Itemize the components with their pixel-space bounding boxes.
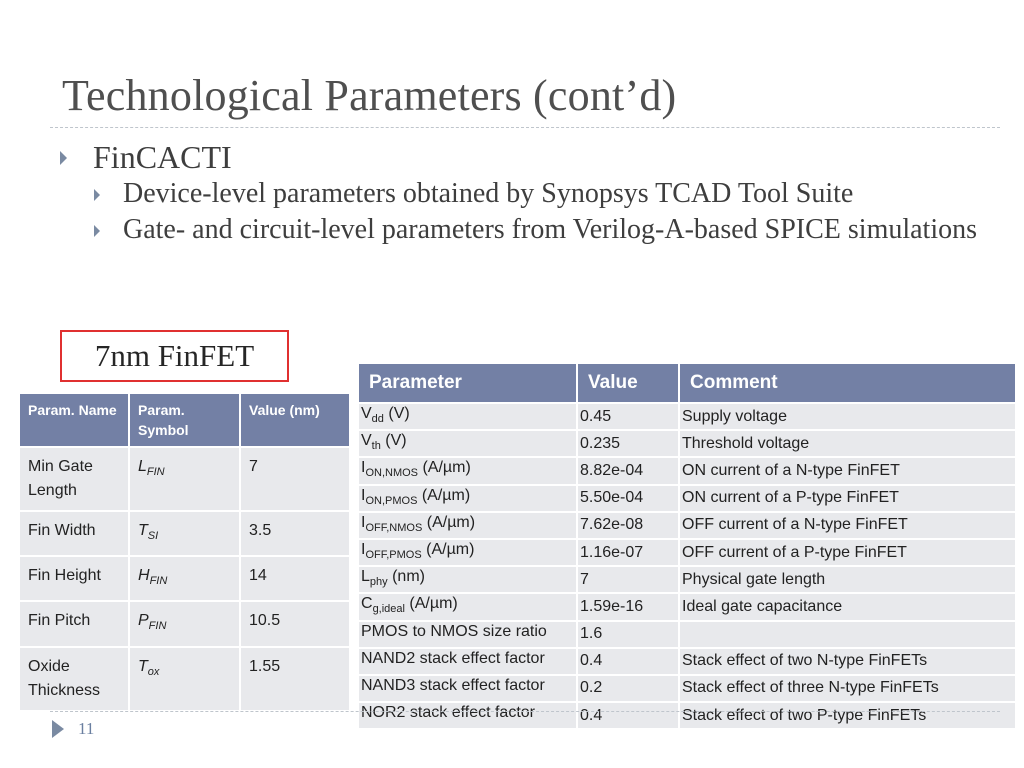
- column-header: Param. Name: [19, 393, 129, 447]
- table-row: [19, 511, 350, 556]
- value-cell: 0.4: [577, 648, 679, 675]
- table-row: [358, 566, 1016, 593]
- table-header-row: [19, 393, 350, 447]
- table-row: [19, 647, 350, 711]
- page-arrow-icon: [52, 720, 64, 738]
- param-value-cell: 7: [240, 447, 350, 511]
- param-symbol-cell: $H_{FIN}$: [129, 556, 240, 601]
- param-name-cell: Fin Pitch: [19, 601, 129, 646]
- parameter-cell: $I_{ON,PMOS}$ (A/µm): [358, 485, 577, 512]
- parameter-cell: $I_{OFF,NMOS}$ (A/µm): [358, 512, 577, 539]
- column-header: Parameter: [358, 363, 577, 403]
- comment-cell: Ideal gate capacitance: [679, 593, 1016, 620]
- parameter-cell: $V_{dd}$ (V): [358, 403, 577, 430]
- column-header: Value: [577, 363, 679, 403]
- table-row: [358, 512, 1016, 539]
- table-row: [358, 702, 1016, 729]
- comment-cell: Supply voltage: [679, 403, 1016, 430]
- parameter-cell: $I_{OFF,PMOS}$ (A/µm): [358, 539, 577, 566]
- value-cell: 8.82e-04: [577, 457, 679, 484]
- table-row: [19, 556, 350, 601]
- parameter-cell: NAND2 stack effect factor: [358, 648, 577, 675]
- param-symbol-cell: $P_{FIN}$: [129, 601, 240, 646]
- table-row: [358, 457, 1016, 484]
- table-row: [358, 675, 1016, 702]
- bullet-arrow-icon: [94, 189, 100, 201]
- table-row: [358, 539, 1016, 566]
- parameter-cell: PMOS to NMOS size ratio: [358, 621, 577, 648]
- footer-divider: [50, 711, 1000, 712]
- page-number: 11: [78, 719, 95, 738]
- bullet-fincacti: [60, 138, 980, 176]
- value-cell: 5.50e-04: [577, 485, 679, 512]
- value-cell: 7: [577, 566, 679, 593]
- table-row: [358, 648, 1016, 675]
- device-parameter-table: [18, 392, 351, 712]
- value-cell: 0.4: [577, 702, 679, 729]
- column-header: Value (nm): [240, 393, 350, 447]
- sub-bullet-text: Gate- and circuit-level parameters from Verilog-A-based SPICE simulations: [123, 214, 978, 245]
- table-header-row: [358, 363, 1016, 403]
- sub-bullet-text: Device-level parameters obtained by Synopsys TCAD Tool Suite: [123, 178, 854, 209]
- value-cell: 1.6: [577, 621, 679, 648]
- param-value-cell: 3.5: [240, 511, 350, 556]
- bullet-text: FinCACTI: [93, 139, 232, 175]
- param-symbol-cell: $T_{SI}$: [129, 511, 240, 556]
- value-cell: 0.2: [577, 675, 679, 702]
- value-cell: 7.62e-08: [577, 512, 679, 539]
- column-header: Param. Symbol: [129, 393, 240, 447]
- comment-cell: OFF current of a P-type FinFET: [679, 539, 1016, 566]
- param-value-cell: 10.5: [240, 601, 350, 646]
- parameter-cell: $C_{g,ideal}$ (A/µm): [358, 593, 577, 620]
- table-row: [358, 485, 1016, 512]
- param-symbol-cell: $T_{ox}$: [129, 647, 240, 711]
- comment-cell: Threshold voltage: [679, 430, 1016, 457]
- title-divider: [50, 127, 1000, 128]
- value-cell: 0.235: [577, 430, 679, 457]
- slide-title: Technological Parameters (cont’d): [62, 71, 677, 120]
- comment-cell: OFF current of a N-type FinFET: [679, 512, 1016, 539]
- comment-cell: ON current of a N-type FinFET: [679, 457, 1016, 484]
- bullet-arrow-icon: [94, 225, 100, 237]
- parameter-cell: NAND3 stack effect factor: [358, 675, 577, 702]
- param-value-cell: 1.55: [240, 647, 350, 711]
- comment-cell: Stack effect of two N-type FinFETs: [679, 648, 1016, 675]
- table-row: [358, 621, 1016, 648]
- param-name-cell: Fin Width: [19, 511, 129, 556]
- table-row: [358, 403, 1016, 430]
- parameter-cell: $L_{phy}$ (nm): [358, 566, 577, 593]
- circuit-parameter-table: [357, 362, 1017, 730]
- table-row: [19, 447, 350, 511]
- table-row: [358, 430, 1016, 457]
- value-cell: 0.45: [577, 403, 679, 430]
- param-name-cell: Fin Height: [19, 556, 129, 601]
- table-row: [19, 601, 350, 646]
- table-row: [358, 593, 1016, 620]
- value-cell: 1.16e-07: [577, 539, 679, 566]
- bullet-list: [60, 138, 980, 244]
- param-name-cell: Min Gate Length: [19, 447, 129, 511]
- comment-cell: [679, 621, 1016, 648]
- param-name-cell: Oxide Thickness: [19, 647, 129, 711]
- parameter-cell: NOR2 stack effect factor: [358, 702, 577, 729]
- comment-cell: Physical gate length: [679, 566, 1016, 593]
- sub-bullet: [60, 180, 980, 208]
- column-header: Comment: [679, 363, 1016, 403]
- bullet-arrow-icon: [60, 151, 67, 165]
- parameter-cell: $I_{ON,NMOS}$ (A/µm): [358, 457, 577, 484]
- sub-bullet: [60, 216, 980, 244]
- comment-cell: Stack effect of three N-type FinFETs: [679, 675, 1016, 702]
- comment-cell: Stack effect of two P-type FinFETs: [679, 702, 1016, 729]
- finfet-label-box: 7nm FinFET: [60, 330, 289, 382]
- comment-cell: ON current of a P-type FinFET: [679, 485, 1016, 512]
- param-symbol-cell: $L_{FIN}$: [129, 447, 240, 511]
- value-cell: 1.59e-16: [577, 593, 679, 620]
- param-value-cell: 14: [240, 556, 350, 601]
- parameter-cell: $V_{th}$ (V): [358, 430, 577, 457]
